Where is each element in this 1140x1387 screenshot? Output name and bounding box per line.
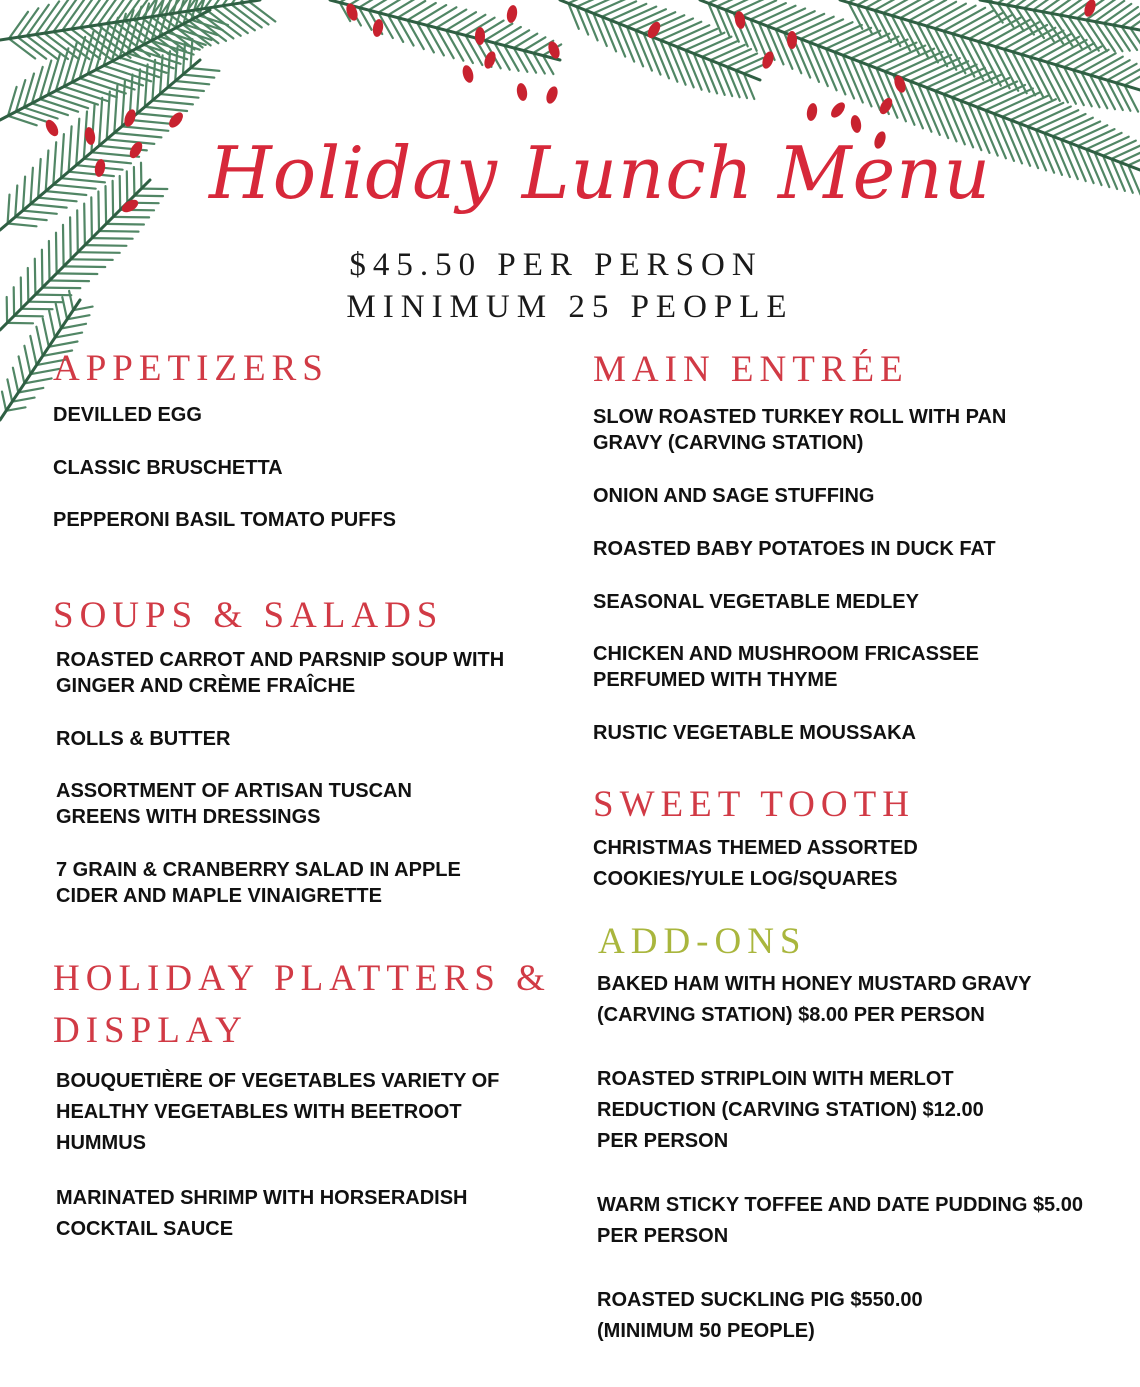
main-entree-item: ONION AND SAGE STUFFING: [593, 485, 875, 507]
appetizer-item: PEPPERONI BASIL TOMATO PUFFS: [53, 509, 397, 531]
main-entree-item: SLOW ROASTED TURKEY ROLL WITH PAN GRAVY (CARVING STATION): [593, 406, 1007, 454]
appetizer-item: CLASSIC BRUSCHETTA: [53, 457, 283, 479]
soup-salad-item: ROASTED CARROT AND PARSNIP SOUP WITH GINGER AND CRÈME FRAÎCHE: [56, 649, 505, 697]
minimum-guests: MINIMUM 25 PEOPLE: [346, 289, 794, 325]
main-entree-item: RUSTIC VEGETABLE MOUSSAKA: [593, 722, 916, 744]
platter-item: BOUQUETIÈRE OF VEGETABLES VARIETY OF HEALTHY VEGETABLES WITH BEETROOT HUMMUS: [56, 1070, 500, 1154]
heading-appetizers: APPETIZERS: [53, 348, 329, 389]
heading-add-ons: ADD-ONS: [598, 921, 807, 962]
heading-sweet-tooth: SWEET TOOTH: [593, 784, 915, 825]
main-entree-item: SEASONAL VEGETABLE MEDLEY: [593, 591, 919, 613]
platter-item: MARINATED SHRIMP WITH HORSERADISH COCKTAIL SAUCE: [56, 1187, 468, 1240]
main-entree-item: ROASTED BABY POTATOES IN DUCK FAT: [593, 538, 996, 560]
soup-salad-item: 7 GRAIN & CRANBERRY SALAD IN APPLE CIDER AND MAPLE VINAIGRETTE: [56, 859, 461, 907]
add-on-item: ROASTED SUCKLING PIG $550.00 (MINIMUM 50 PEOPLE): [597, 1289, 923, 1342]
add-on-item: ROASTED STRIPLOIN WITH MERLOT REDUCTION (CARVING STATION) $12.00 PER PERSON: [597, 1068, 984, 1152]
heading-holiday-platters: HOLIDAY PLATTERS & DISPLAY: [53, 958, 551, 1051]
heading-soups-salads: SOUPS & SALADS: [53, 595, 444, 636]
price-per-person: $45.50 PER PERSON: [349, 247, 763, 283]
add-on-item: BAKED HAM WITH HONEY MUSTARD GRAVY (CARVING STATION) $8.00 PER PERSON: [597, 973, 1032, 1026]
main-entree-item: CHICKEN AND MUSHROOM FRICASSEE PERFUMED WITH THYME: [593, 643, 979, 691]
heading-main-entree: MAIN ENTRÉE: [593, 349, 909, 390]
page-title: Holiday Lunch Menu: [209, 131, 991, 215]
appetizer-item: DEVILLED EGG: [53, 404, 202, 426]
soup-salad-item: ROLLS & BUTTER: [56, 728, 231, 750]
add-on-item: WARM STICKY TOFFEE AND DATE PUDDING $5.00 PER PERSON: [597, 1194, 1083, 1247]
sweet-item: CHRISTMAS THEMED ASSORTED COOKIES/YULE LOG/SQUARES: [593, 837, 918, 890]
soup-salad-item: ASSORTMENT OF ARTISAN TUSCAN GREENS WITH DRESSINGS: [56, 780, 412, 828]
